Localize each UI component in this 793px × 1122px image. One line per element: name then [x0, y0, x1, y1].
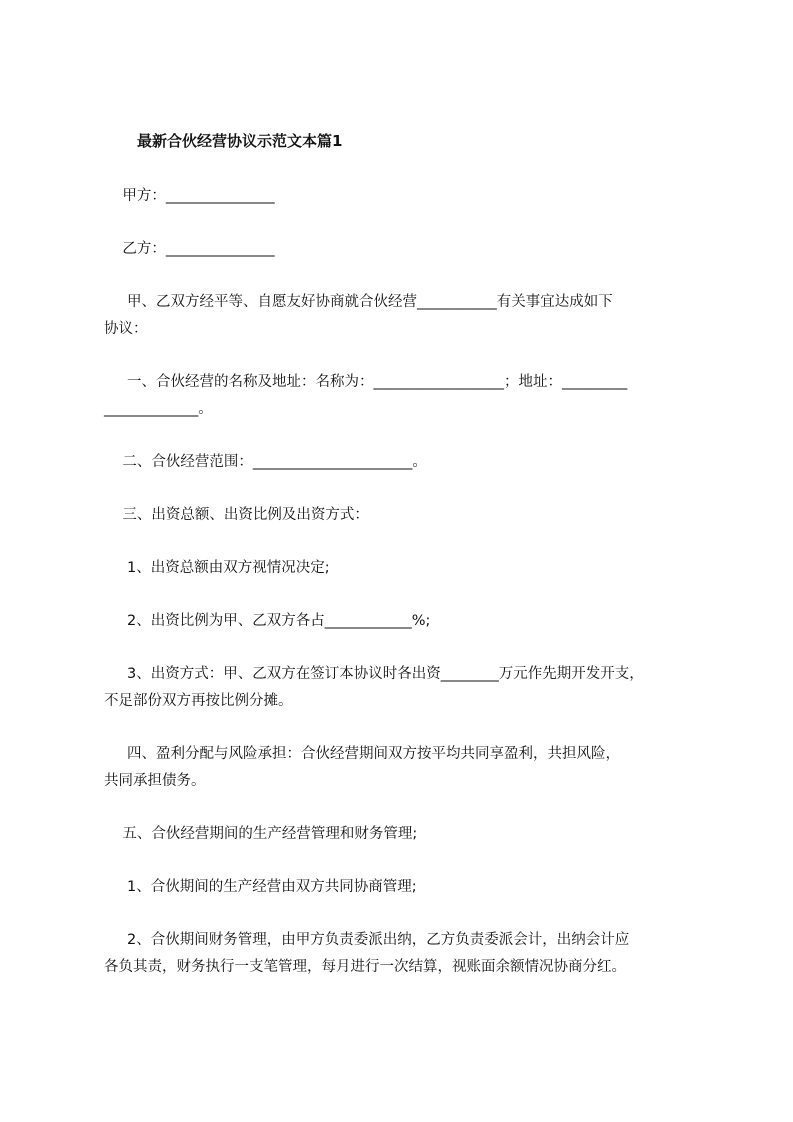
clause-3-heading: 三、出资总额、出资比例及出资方式：	[104, 507, 369, 523]
clause-1-line-2: _____________。	[104, 401, 213, 417]
clause-5-item-2-line-2: 各负其责，财务执行一支笔管理，每月进行一次结算，视账面余额情况协商分红。	[104, 959, 626, 975]
party-a-line: 甲方：_______________	[104, 188, 275, 204]
document-title: 最新合伙经营协议示范文本篇1	[137, 132, 343, 150]
clause-5-item-2-line-1: 2、合伙期间财务管理，由甲方负责委派出纳，乙方负责委派会计，出纳会计应	[104, 932, 630, 948]
clause-4-line-2: 共同承担债务。	[104, 773, 206, 789]
clause-3-item-2: 2、出资比例为甲、乙双方各占____________%;	[104, 613, 431, 629]
clause-3-item-3-line-2: 不足部份双方再按比例分摊。	[104, 693, 293, 709]
clause-5-item-1: 1、合伙期间的生产经营由双方共同协商管理;	[104, 879, 417, 895]
party-b-line: 乙方：_______________	[104, 241, 275, 257]
clause-1-line-1: 一、合伙经营的名称及地址：名称为：__________________；地址：_________	[104, 374, 628, 390]
preamble-line-2: 协议：	[104, 321, 148, 337]
clause-3-item-1: 1、出资总额由双方视情况决定;	[104, 560, 330, 576]
clause-5-heading: 五、合伙经营期间的生产经营管理和财务管理;	[104, 826, 418, 842]
preamble-line-1: 甲、乙双方经平等、自愿友好协商就合伙经营___________有关事宜达成如下	[104, 294, 613, 310]
clause-2-line: 二、合伙经营范围：______________________。	[104, 454, 427, 470]
clause-4-line-1: 四、盈利分配与风险承担：合伙经营期间双方按平均共同享盈利，共担风险，	[104, 746, 621, 762]
clause-3-item-3-line-1: 3、出资方式：甲、乙双方在签订本协议时各出资________万元作先期开发开支，	[104, 666, 644, 682]
